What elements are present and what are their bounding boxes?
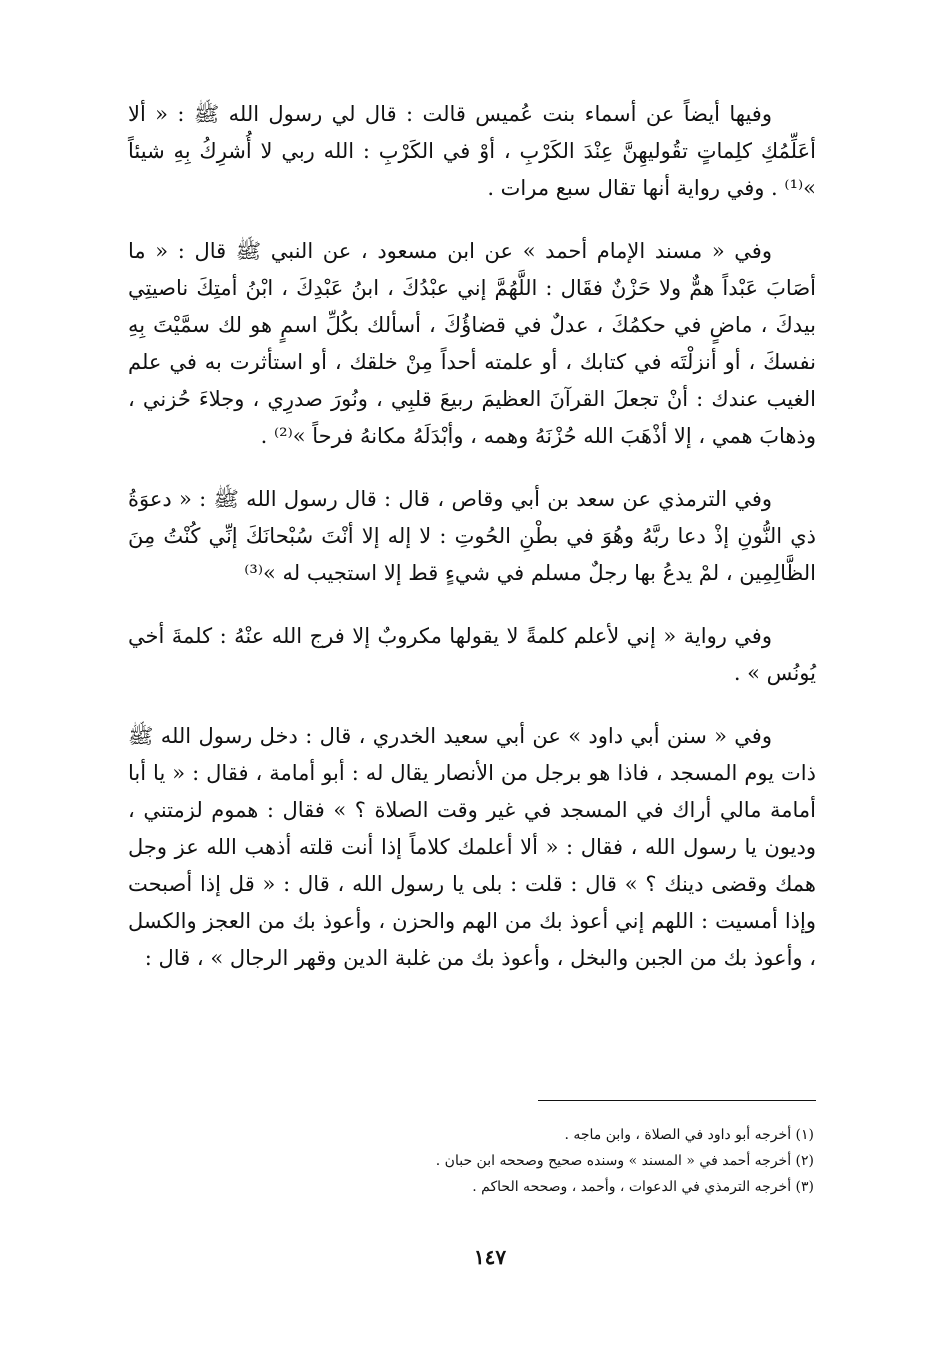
page-number: ١٤٧ — [473, 1245, 507, 1269]
paragraph-sunan-abi-dawud: وفي « سنن أبي داود » عن أبي سعيد الخدري ، قال : دخل رسول الله ﷺ ذات يوم المسجد ، فاذا هو برجل من الأنصار يقال له : أبو أمامة ، فقال : « يا أبا أمامة مالي أراك في المسجد في غير وقت الصلاة ؟ » فقال : هموم لزمتني ، وديون يا رسول الله ، فقال : « ألا أعلمك كلاماً إذا أنت قلته أذهب الله عز وجل همك وقضى دينك ؟ » قال : قلت : بلى يا رسول الله ، قال : « قل إذا أصبحت وإذا أمسيت : اللهم إني أعوذ بك من الهم والحزن ، وأعوذ بك من العجز والكسل ، وأعوذ بك من الجبن والبخل ، وأعوذ بك من غلبة الدين وقهر الرجال » ، قال : — [128, 724, 816, 970]
footnote-2: (٢) أخرجه أحمد في « المسند » وسنده صحيح وصححه ابن حبان . — [435, 1153, 814, 1169]
footnote-3: (٣) أخرجه الترمذي في الدعوات ، وأحمد ، وصححه الحاكم . — [472, 1179, 814, 1195]
paragraph-tirmidhi-dhun-nun: وفي الترمذي عن سعد بن أبي وقاص ، قال : قال رسول الله ﷺ : « دعوَةُ ذي النُّونِ إذْ دعا ربَّهُ وهُوَ في بطْنِ الحُوتِ : لا إله إلا أنْتَ سُبْحانَكَ إنِّي كُنْتُ مِنَ الظَّالِمِين ، لمْ يدعُ بها رجلٌ مسلم في شيءٍ قط إلا استجيب له »⁽³⁾ — [128, 487, 816, 585]
paragraph-musnad-ahmad: وفي « مسند الإمام أحمد » عن ابن مسعود ، عن النبي ﷺ قال : « ما أصَابَ عَبْداً همٌّ ولا حَزْنٌ فقَال : اللَّهُمَّ إني عبْدُكَ ، ابنُ عَبْدِكَ ، ابْنُ أمتِكَ ناصيتِي بيدكَ ، ماضٍ في حكمُكَ ، عدلٌ في قضاؤُكَ ، أسألك بكُلِّ اسمٍ هو لك سمَّيْتَ بِهِ نفسكَ ، أو أنزلْتَه في كتابك ، أو علمته أحداً مِنْ خلقك ، أو استأثرت به في علم الغيب عندك : أنْ تجعلَ القرآنَ العظيمَ ربيعَ قلبِي ، ونُورَ صدرِي ، وجلاءَ حُزني ، وذهابَ همي ، إلا أذْهَبَ الله حُزْنَهُ وهمه ، وأبْدَلَهُ مكانهُ فرحاً »⁽²⁾ . — [128, 239, 816, 448]
footnote-divider — [538, 1100, 816, 1101]
paragraph-yunus-riwaya: وفي رواية « إني لأعلم كلمةً لا يقولها مكروبٌ إلا فرج الله عنْهُ : كلمةَ أخي يُونُس » . — [128, 624, 816, 685]
footnotes — [128, 1122, 814, 1200]
paragraph-asma-bint-umays: وفيها أيضاً عن أسماء بنت عُميس قالت : قال لي رسول الله ﷺ : « ألا أعَلِّمُكِ كلِماتٍ تقُوليهِنَّ عِنْدَ الكَرْبِ ، أوْ في الكَرْبِ : الله ربي لا أُشرِكُ بِهِ شيئاً »⁽¹⁾ . وفي رواية أنها تقال سبع مرات . — [128, 102, 816, 200]
footnote-1: (١) أخرجه أبو داود في الصلاة ، وابن ماجه . — [564, 1127, 814, 1143]
main-text — [128, 96, 816, 1003]
